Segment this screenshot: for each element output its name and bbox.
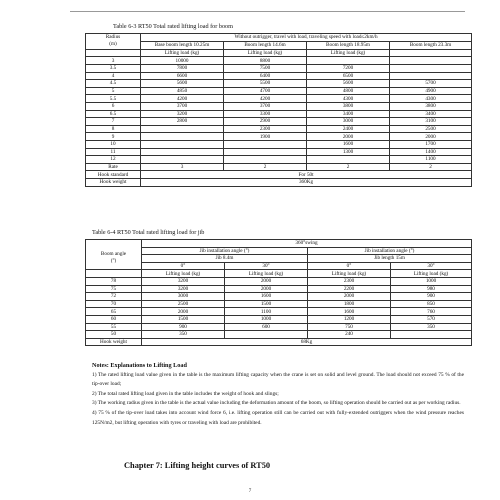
load-value-cell: 240 (308, 331, 391, 339)
row-label-cell: 3 (86, 57, 141, 65)
boom-table-row (86, 140, 472, 148)
angle-header: 0° (308, 262, 391, 270)
boom-length-header: Base boom length 10.25m (141, 41, 224, 49)
load-value-cell: 5600 (307, 80, 390, 88)
boom-table-row (86, 72, 472, 80)
load-value-cell: 5600 (141, 80, 224, 88)
row-label-cell: 60 (86, 315, 142, 323)
load-value-cell: 570 (391, 315, 472, 323)
load-value-cell: 4700 (224, 87, 307, 95)
row-label-cell: 12 (86, 156, 141, 164)
load-value-cell: 1300 (307, 148, 390, 156)
jib-angle-header: Jib installation angle (°) (308, 247, 472, 255)
note-item: 2) The total rated lifting load given in the table includes the weight of hook and slings; (92, 390, 279, 397)
load-notes (92, 361, 464, 428)
note-item: 3) The working radius given in the table is the actual value including the deformation amount of the boom, so lifting operation should be carried out as per working radius. (92, 400, 461, 407)
angle-header: 30° (225, 262, 308, 270)
load-value-cell (224, 140, 307, 148)
load-value-cell: 3300 (224, 110, 307, 118)
row-label-cell: 78 (86, 277, 142, 285)
operating-condition: Without outrigger, travel with load, traveling speed with load≤2km/h (141, 34, 472, 42)
load-value-cell: 350 (391, 323, 472, 331)
angle-header: 0° (142, 262, 225, 270)
load-value-cell: 900 (142, 323, 225, 331)
load-value-cell: 10000 (141, 57, 224, 65)
row-label-cell: 7 (86, 118, 141, 126)
load-header: Lifting load (kg) (308, 270, 391, 278)
load-header: Lifting load (kg) (307, 49, 390, 57)
boom-table-row (86, 87, 472, 95)
load-value-cell (224, 148, 307, 156)
load-value-cell: 2 (224, 163, 307, 171)
load-value-cell: 6400 (224, 72, 307, 80)
load-value-cell (390, 57, 472, 65)
load-header: Lifting load (kg) (391, 270, 472, 278)
boom-angle-spacer (86, 240, 142, 248)
load-value-cell: 4900 (390, 87, 472, 95)
load-value-cell: 900 (391, 293, 472, 301)
load-value-cell: 4200 (141, 95, 224, 103)
jib-length-8-4: Jib 8.4m (142, 255, 308, 263)
load-value-cell: 2500 (142, 300, 225, 308)
load-value-cell: 3 (141, 163, 224, 171)
load-value-cell: 4800 (307, 87, 390, 95)
load-value-cell: 7500 (224, 65, 307, 73)
load-value-cell: 2000 (225, 277, 308, 285)
load-value-cell: 2000 (390, 133, 472, 141)
boom-table-row (86, 133, 472, 141)
load-value-cell: 850 (391, 300, 472, 308)
load-value-cell (141, 125, 224, 133)
load-value-cell: 2400 (307, 125, 390, 133)
page-number: 7 (248, 489, 252, 494)
load-value-cell: 1400 (390, 148, 472, 156)
jib-table-row (86, 331, 472, 339)
load-value-cell: 3700 (224, 102, 307, 110)
jib-angle-header: Jib installation angle (°) (142, 247, 308, 255)
boom-table-row (86, 125, 472, 133)
load-value-cell: 1000 (225, 315, 308, 323)
load-value-cell: 1200 (308, 315, 391, 323)
angle-header: 30° (391, 262, 472, 270)
load-value-cell: 4200 (224, 95, 307, 103)
load-value-cell: 2 (307, 163, 390, 171)
load-value-cell: 2000 (142, 308, 225, 316)
load-value-cell: 980 (391, 285, 472, 293)
row-label-cell: 50 (86, 331, 142, 339)
header-rule (70, 11, 465, 12)
load-header-empty (390, 49, 472, 57)
load-value-cell: 760 (391, 308, 472, 316)
boom-table-row (86, 57, 472, 65)
load-value-cell: 6600 (141, 72, 224, 80)
load-value-cell: 2300 (224, 125, 307, 133)
load-value-cell: 750 (308, 323, 391, 331)
jib-table-row (86, 308, 472, 316)
row-label-cell: 5.5 (86, 95, 141, 103)
boom-table-row (86, 65, 472, 73)
load-value-cell: 3200 (141, 110, 224, 118)
load-value-cell: 3000 (307, 118, 390, 126)
load-value-cell (391, 331, 472, 339)
hook-standard-value: For 50t (141, 171, 472, 179)
load-value-cell: 1500 (142, 315, 225, 323)
load-value-cell: 3800 (390, 102, 472, 110)
load-value-cell: 2 (390, 163, 472, 171)
load-value-cell: 3800 (307, 102, 390, 110)
load-value-cell (141, 156, 224, 164)
load-value-cell (141, 148, 224, 156)
row-label-cell: 3.5 (86, 65, 141, 73)
jib-table-row (86, 293, 472, 301)
load-value-cell: 3100 (390, 118, 472, 126)
boom-table-row (86, 80, 472, 88)
load-value-cell: 6500 (307, 72, 390, 80)
load-value-cell: 1600 (308, 308, 391, 316)
hook-weight-label: Hook weight (86, 178, 141, 186)
load-value-cell: 4850 (141, 87, 224, 95)
row-label-cell: 4 (86, 72, 141, 80)
jib-table-row (86, 285, 472, 293)
boom-length-header: Boom length 23.3m (390, 41, 472, 49)
jib-table-row (86, 315, 472, 323)
jib-length-15: Jib length 15m (308, 255, 472, 263)
boom-table-row (86, 118, 472, 126)
notes-heading: Notes: Explanations to Lifting Load (92, 362, 187, 369)
table2-caption: Table 6-4 RT50 Total rated lifting load for jib (92, 229, 205, 236)
row-label-cell: 6 (86, 102, 141, 110)
load-value-cell: 600 (225, 323, 308, 331)
load-value-cell: 3400 (390, 110, 472, 118)
row-label-cell: 55 (86, 323, 142, 331)
load-value-cell (390, 72, 472, 80)
radius-unit: (m) (109, 41, 117, 48)
load-header: Lifting load (kg) (225, 270, 308, 278)
boom-table-row (86, 156, 472, 164)
boom-length-header: Boom length 18.95m (307, 41, 390, 49)
jib-hook-weight-label: Hook weight (86, 338, 142, 346)
load-value-cell: 1600 (225, 293, 308, 301)
load-header: Lifting load (kg) (142, 270, 225, 278)
boom-angle-unit: (°) (110, 258, 117, 265)
load-header: Lifting load (kg) (141, 49, 224, 57)
load-value-cell: 2000 (307, 133, 390, 141)
load-value-cell: 5700 (390, 80, 472, 88)
load-header: Lifting load (kg) (224, 49, 307, 57)
jib-hook-weight-value: 68Kg (142, 338, 472, 346)
boom-load-table (85, 33, 472, 187)
hook-weight-value: 360Kg (141, 178, 472, 186)
load-value-cell: 8800 (224, 57, 307, 65)
load-value-cell: 4300 (390, 95, 472, 103)
table1-caption: Table 6-3 RT50 Total rated lifting load for boom (113, 23, 233, 30)
boom-angle-header: Boom angle (100, 250, 127, 257)
radius-spacer-cell (86, 49, 141, 57)
load-value-cell: 5500 (224, 80, 307, 88)
hook-standard-label: Hook standard (86, 171, 141, 179)
row-label-cell: 70 (86, 300, 142, 308)
load-value-cell: 3400 (307, 110, 390, 118)
jib-table-row (86, 323, 472, 331)
load-value-cell: 2200 (308, 285, 391, 293)
row-label-cell: 75 (86, 285, 142, 293)
load-value-cell: 7800 (141, 65, 224, 73)
load-value-cell: 1600 (307, 140, 390, 148)
row-label-cell: 10 (86, 140, 141, 148)
load-value-cell: 3200 (142, 285, 225, 293)
load-value-cell (224, 156, 307, 164)
load-value-cell: 1800 (308, 300, 391, 308)
load-value-cell: 3200 (142, 277, 225, 285)
row-label-cell: 11 (86, 148, 141, 156)
load-value-cell (141, 133, 224, 141)
load-value-cell: 2900 (224, 118, 307, 126)
load-value-cell: 3000 (142, 293, 225, 301)
boom-table-row (86, 95, 472, 103)
load-value-cell: 2000 (308, 293, 391, 301)
row-label-cell: 72 (86, 293, 142, 301)
load-value-cell: 350 (142, 331, 225, 339)
row-label-cell: 65 (86, 308, 142, 316)
boom-angle-header-cell (86, 247, 142, 270)
load-value-cell: 1500 (225, 300, 308, 308)
load-value-cell (307, 57, 390, 65)
row-label-cell: 5 (86, 87, 141, 95)
jib-table-row (86, 277, 472, 285)
load-value-cell (390, 65, 472, 73)
boom-table-row (86, 110, 472, 118)
load-value-cell: 1700 (390, 140, 472, 148)
boom-length-header: Boom length 14.6m (224, 41, 307, 49)
radius-header: Radius (105, 34, 121, 40)
note-item: 1) The rated lifting load value given in the table is the maximum lifting capacity when the crane is set on solid and level ground. The load should not exceed 75 % of the tip-over load; (92, 371, 464, 388)
radius-header-cell (86, 34, 141, 50)
boom-table-row (86, 163, 472, 171)
swing-header: 360°swing (142, 240, 472, 248)
row-label-cell: Rate (86, 163, 141, 171)
load-value-cell (225, 331, 308, 339)
load-value-cell (141, 140, 224, 148)
load-value-cell: 1100 (225, 308, 308, 316)
boom-angle-spacer-2 (86, 270, 142, 278)
load-value-cell: 7200 (307, 65, 390, 73)
chapter-title: Chapter 7: Lifting height curves of RT50 (124, 461, 271, 470)
note-item: 4) 75 % of the tip-over load takes into account wind force 6, i.e. lifting operation still can be carried out with fully-extended outriggers when the wind pressure reaches 125N/m2, but lifting operation with tyres or traveling with load are prohibited. (92, 409, 464, 426)
jib-load-table (85, 239, 472, 346)
load-value-cell: 3700 (141, 102, 224, 110)
row-label-cell: 8 (86, 125, 141, 133)
load-value-cell: 1000 (391, 277, 472, 285)
load-value-cell: 2500 (390, 125, 472, 133)
boom-table-row (86, 148, 472, 156)
row-label-cell: 9 (86, 133, 141, 141)
row-label-cell: 4.5 (86, 80, 141, 88)
boom-table-row (86, 102, 472, 110)
load-value-cell: 1100 (390, 156, 472, 164)
load-value-cell: 2000 (225, 285, 308, 293)
load-value-cell: 2300 (308, 277, 391, 285)
load-value-cell: 2800 (141, 118, 224, 126)
load-value-cell: 4300 (307, 95, 390, 103)
load-value-cell: 1900 (224, 133, 307, 141)
row-label-cell: 6.5 (86, 110, 141, 118)
load-value-cell (307, 156, 390, 164)
jib-table-row (86, 300, 472, 308)
